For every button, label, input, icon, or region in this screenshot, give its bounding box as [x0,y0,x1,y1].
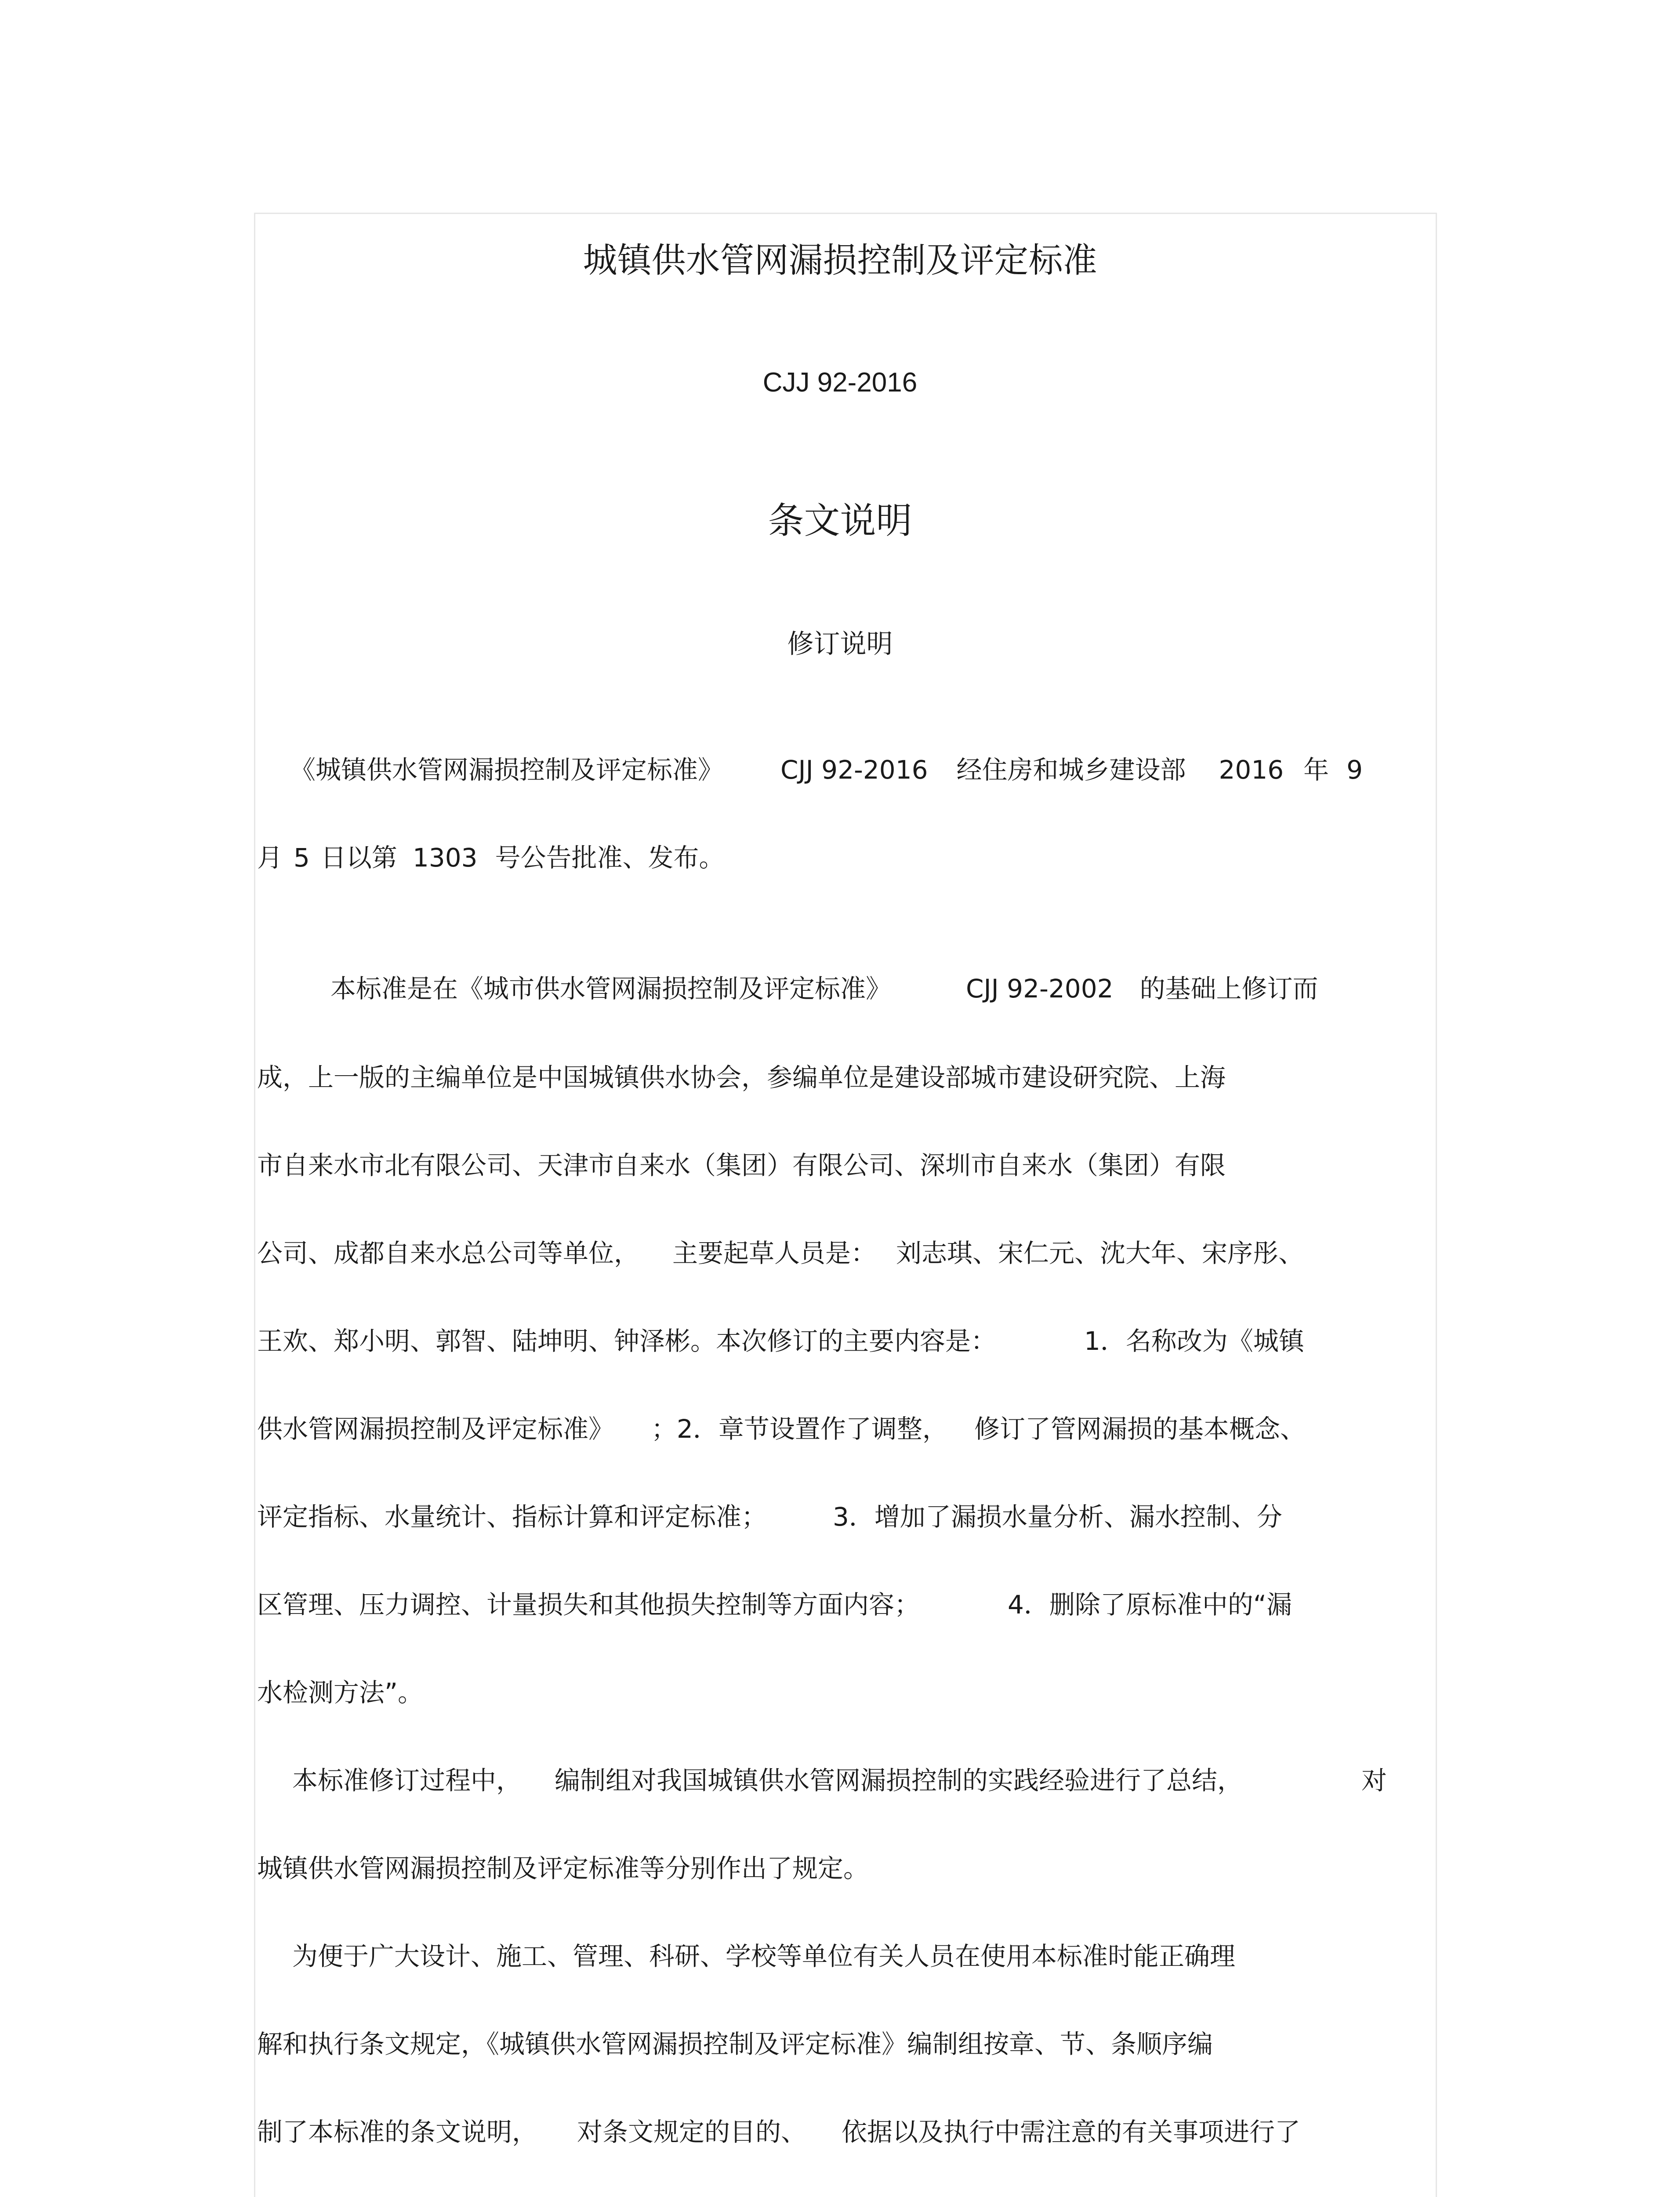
text-segment: 评定指标、水量统计、指标计算和评定标准； [257,1502,767,1532]
text-segment: 编制组对我国城镇供水管网漏损控制的实践经验进行了总结， [555,1766,1243,1795]
paragraph-2-line-3: 市自来水市北有限公司、天津市自来水（集团）有限公司、深圳市自来水（集团）有限 [257,1150,1226,1180]
paragraph-4-line-3 [257,2114,1300,2150]
text-segment: 的基础上修订而 [1139,974,1318,1004]
text-segment: 修订了管网漏损的基本概念、 [974,1414,1306,1444]
text-segment: 对条文规定的目的、 [577,2117,807,2147]
text-segment: 3．增加了漏损水量分析、漏水控制、分 [833,1502,1282,1532]
text-segment: 供水管网漏损控制及评定标准》 [257,1414,614,1444]
paragraph-1-line-2 [257,840,725,875]
document-title: 城镇供水管网漏损控制及评定标准 [583,241,1097,280]
paragraph-4-line-2: 解和执行条文规定，《城镇供水管网漏损控制及评定标准》编制组按章、节、条顺序编 [257,2029,1213,2059]
text-segment: 经住房和城乡建设部 [956,755,1186,785]
paragraph-1-line-1 [290,752,1363,787]
text-segment: 制了本标准的条文说明， [257,2117,538,2147]
text-segment: 主要起草人员是： [672,1238,877,1268]
text-segment: 王欢、郑小明、郭智、陆坤明、钟泽彬。本次修订的主要内容是： [257,1326,997,1356]
paragraph-3-line-2: 城镇供水管网漏损控制及评定标准等分别作出了规定。 [257,1853,869,1883]
paragraph-2-line-6 [257,1411,1306,1447]
text-segment: 区管理、压力调控、计量损失和其他损失控制等方面内容； [257,1590,920,1620]
text-segment: 公司、成都自来水总公司等单位， [257,1238,640,1268]
text-segment: CJJ 92-2016 [780,755,928,785]
text-segment: 本标准是在《城市供水管网漏损控制及评定标准》 [330,974,892,1004]
text-segment: 日以第 [320,843,397,873]
text-segment: 本标准修订过程中， [292,1766,522,1795]
text-segment: 《城镇供水管网漏损控制及评定标准》 [290,755,724,785]
text-segment: 月 [257,843,283,873]
text-segment: 对 [1361,1766,1387,1795]
text-segment: 刘志琪、宋仁元、沈大年、宋序彤、 [896,1238,1304,1268]
document-subtitle: 条文说明 [768,500,912,542]
paragraph-2-line-1 [330,971,1318,1006]
text-segment: 9 [1346,755,1363,785]
text-segment: CJJ 92-2002 [966,974,1114,1004]
text-segment: 2016 [1219,755,1284,785]
paragraph-3-line-1 [292,1763,1387,1798]
text-segment: ；2．章节设置作了调整， [651,1414,948,1444]
paragraph-2-line-5 [257,1323,1304,1359]
paragraph-2-line-7 [257,1499,1282,1534]
text-segment: 依据以及执行中需注意的有关事项进行了 [842,2117,1301,2147]
standard-code: CJJ 92-2016 [762,367,918,398]
text-segment: 5 [294,843,310,873]
text-segment: 4．删除了原标准中的“漏 [1008,1590,1292,1620]
paragraph-4-line-1: 为便于广大设计、施工、管理、科研、学校等单位有关人员在使用本标准时能正确理 [292,1941,1236,1971]
paragraph-2-line-2: 成，上一版的主编单位是中国城镇供水协会，参编单位是建设部城市建设研究院、上海 [257,1062,1226,1092]
text-segment: 年 [1303,755,1329,785]
text-segment: 号公告批准、发布。 [495,843,725,873]
text-segment: 1．名称改为《城镇 [1084,1326,1304,1356]
paragraph-2-line-4 [257,1236,1304,1271]
paragraph-2-line-9: 水检测方法”。 [257,1678,424,1708]
section-heading: 修订说明 [787,629,893,660]
paragraph-2-line-8 [257,1587,1292,1622]
text-segment: 1303 [412,843,478,873]
